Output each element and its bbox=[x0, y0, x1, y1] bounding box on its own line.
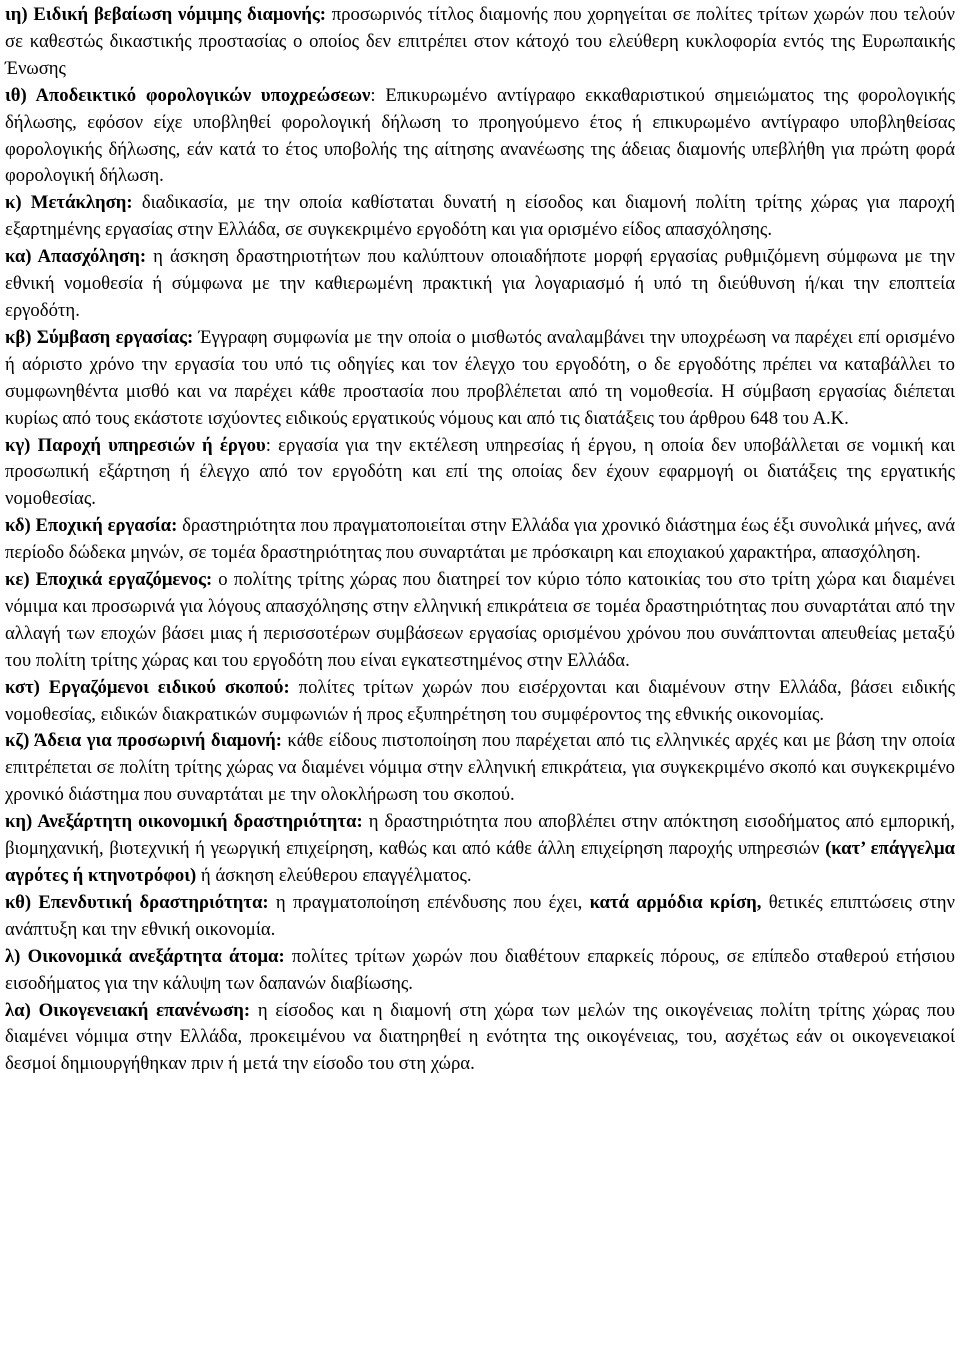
definition-text-after: ή άσκηση ελεύθερου επαγγέλματος. bbox=[196, 865, 472, 886]
definition-ih bbox=[5, 2, 955, 83]
definition-text: δραστηριότητα που πραγματοποιείται στην Ελλάδα για χρονικό διάστημα έως έξι συνολικά μήνες, ανά περίοδο δώδεκα μηνών, σε τομέα δραστηριότητας που συναρτάται με πρόσκαιρη και εποχιακού χαρακτήρα, απασχόληση. bbox=[5, 515, 955, 564]
definition-ke bbox=[5, 567, 955, 675]
definition-term: κδ) Εποχική εργασία: bbox=[5, 515, 178, 537]
definition-term: κη) Ανεξάρτητη οικονομική δραστηριότητα: bbox=[5, 811, 363, 833]
definition-ith bbox=[5, 83, 955, 191]
definition-bold-phrase: (κατ’ επάγγελμα αγρότες ή κτηνοτρόφοι) bbox=[5, 838, 955, 886]
definition-text: ο πολίτης τρίτης χώρας που διατηρεί τον κύριο τόπο κατοικίας του στο τρίτη χώρα και διαμένει νόμιμα και προσωρινά για λόγους απασχόλησης στην ελληνική επικράτεια σε τομέα δραστηριότητας που συναρτάται από την αλλαγή των εποχών βάσει μιας ή περισσοτέρων συμβάσεων εργασίας ορισμένου χρόνου που συνάπτονται απευθείας μεταξύ του πολίτη τρίτης χώρας και του εργοδότη που είναι εγκατεστημένος στην Ελλάδα. bbox=[5, 569, 955, 671]
definition-term: κστ) Εργαζόμενοι ειδικού σκοπού: bbox=[5, 676, 290, 698]
definition-term: κβ) Σύμβαση εργασίας: bbox=[5, 326, 194, 348]
definition-term: κα) Απασχόληση: bbox=[5, 246, 147, 268]
definition-kd bbox=[5, 513, 955, 567]
definition-term: κζ) Άδεια για προσωρινή διαμονή: bbox=[5, 730, 282, 752]
definition-k bbox=[5, 190, 955, 244]
definition-term: ιη) Ειδική βεβαίωση νόμιμης διαμονής: bbox=[5, 4, 326, 25]
definition-text: πολίτες τρίτων χωρών που εισέρχονται και διαμένουν στην Ελλάδα, βάσει ειδικής νομοθεσίας, ειδικών διακρατικών συμφωνιών ή προς εξυπηρέτηση του συμφέροντος της εθνικής οικονομίας. bbox=[5, 676, 956, 725]
definition-bold-phrase: κατά αρμόδια κρίση, bbox=[589, 891, 762, 913]
definition-l bbox=[5, 944, 955, 998]
definition-text: η άσκηση δραστηριοτήτων που καλύπτουν οποιαδήποτε μορφή εργασίας ρυθμιζόμενη σύμφωνα με την εθνική νομοθεσία ή σύμφωνα με την καθιερωμένη πρακτική για λογαριασμό ή υπό τη διεύθυνση ή/και την εποπτεία εργοδότη. bbox=[5, 246, 955, 321]
definition-term: κε) Εποχικά εργαζόμενος: bbox=[5, 569, 213, 591]
definition-kg bbox=[5, 433, 955, 514]
definition-text: : εργασία για την εκτέλεση υπηρεσίας ή έργου, η οποία δεν υποβάλλεται σε νομική και προσωπική εξάρτηση ή έλεγχο από τον εργοδότη και επί της οποίας δεν έχουν εφαρμογή οι διατάξεις της εργατικής νομοθεσίας. bbox=[5, 434, 955, 510]
definition-kst bbox=[5, 675, 955, 729]
definition-term: λα) Οικογενειακή επανένωση: bbox=[5, 999, 251, 1021]
definition-kh bbox=[5, 809, 955, 890]
definition-text: κάθε είδους πιστοποίηση που παρέχεται από τις ελληνικές αρχές και με βάση την οποία επιτρέπεται σε πολίτη τρίτης χώρας να διαμένει νόμιμα στην ελληνική επικράτεια, για συγκεκριμένο σκοπό και συγκεκριμένο χρονικό διάστημα που συναρτάται με την ολοκλήρωση του σκοπού. bbox=[5, 730, 955, 806]
definition-ka bbox=[5, 244, 955, 325]
definition-text: η είσοδος και η διαμονή στη χώρα των μελών της οικογένειας πολίτη τρίτης χώρας που διαμένει νόμιμα στην Ελλάδα, προκειμένου να διατηρηθεί η ενότητα της οικογένειας, του, ασχέτως εάν οι οικογενειακοί δεσμοί δημιουργήθηκαν πριν ή μετά την είσοδο του στη χώρα. bbox=[5, 999, 956, 1075]
definition-kb bbox=[5, 325, 955, 433]
definition-text: : Επικυρωμένο αντίγραφο εκκαθαριστικού σημειώματος της φορολογικής δήλωσης, εφόσον είχε υποβληθεί φορολογική δήλωση το προηγούμενο έτος ή επικυρωμένο αντίγραφο υποβληθείσας φορολογικής δήλωσης, εάν κατά το έτος υποβολής της αίτησης ανανέωσης της άδειας διαμονής υπεβλήθη για πρώτη φορά φορολογική δήλωση. bbox=[5, 84, 955, 187]
definition-text: προσωρινός τίτλος διαμονής που χορηγείται σε πολίτες τρίτων χωρών που τελούν σε καθεστώς δικαστικής προστασίας ο οποίος δεν επιτρέπει στον κάτοχό του ελεύθερη κυκλοφορία εντός της Ευρωπαικής Ένωσης bbox=[5, 4, 955, 79]
definition-term: κθ) Επενδυτική δραστηριότητα: bbox=[5, 891, 269, 913]
definition-term: λ) Οικονομικά ανεξάρτητα άτομα: bbox=[5, 945, 285, 967]
definition-la bbox=[5, 998, 955, 1079]
definition-text-after: θετικές επιπτώσεις στην ανάπτυξη και την εθνική οικονομία. bbox=[5, 891, 955, 940]
definition-term: κγ) Παροχή υπηρεσιών ή έργου bbox=[5, 434, 266, 456]
definition-text: πολίτες τρίτων χωρών που διαθέτουν επαρκείς πόρους, σε επίπεδο σταθερού ετήσιου εισοδήματος για την κάλυψη των δαπανών διαβίωσης. bbox=[5, 945, 955, 994]
definition-kz bbox=[5, 728, 955, 809]
document-page bbox=[5, 2, 955, 1078]
definition-term: ιθ) Αποδεικτικό φορολογικών υποχρεώσεων bbox=[5, 84, 371, 106]
definition-text: διαδικασία, με την οποία καθίσταται δυνατή η είσοδος και διαμονή πολίτη τρίτης χώρας για παροχή εξαρτημένης εργασίας στην Ελλάδα, σε συγκεκριμένο εργοδότη και για ορισμένο είδος απασχόλησης. bbox=[5, 192, 955, 241]
definition-text: Έγγραφη συμφωνία με την οποία ο μισθωτός αναλαμβάνει την υποχρέωση να παρέχει επί ορισμένο ή αόριστο χρόνο την εργασία του υπό τις οδηγίες και τον έλεγχο του εργοδότη, ο δε εργοδότης πρέπει να καταβάλλει το συμφωνηθέντα μισθό και να παρέχει κάθε προστασία που προβλέπεται από τη νομοθεσία. Η σύμβαση εργασίας διέπεται κυρίως από τους εκάστοτε ισχύοντες ειδικούς εργατικούς νόμους και από τις διατάξεις του άρθρου 648 του Α.Κ. bbox=[5, 326, 955, 429]
definition-term: κ) Μετάκληση: bbox=[5, 192, 133, 214]
definition-text: η πραγματοποίηση επένδυσης που έχει, bbox=[268, 891, 590, 913]
definition-kth bbox=[5, 890, 955, 944]
definition-text: η δραστηριότητα που αποβλέπει στην απόκτηση εισοδήματος από εμπορική, βιομηχανική, βιοτεχνική ή γεωργική επιχείρηση, καθώς και από κάθε άλλη επιχείρηση παροχής υπηρεσιών bbox=[5, 811, 955, 860]
